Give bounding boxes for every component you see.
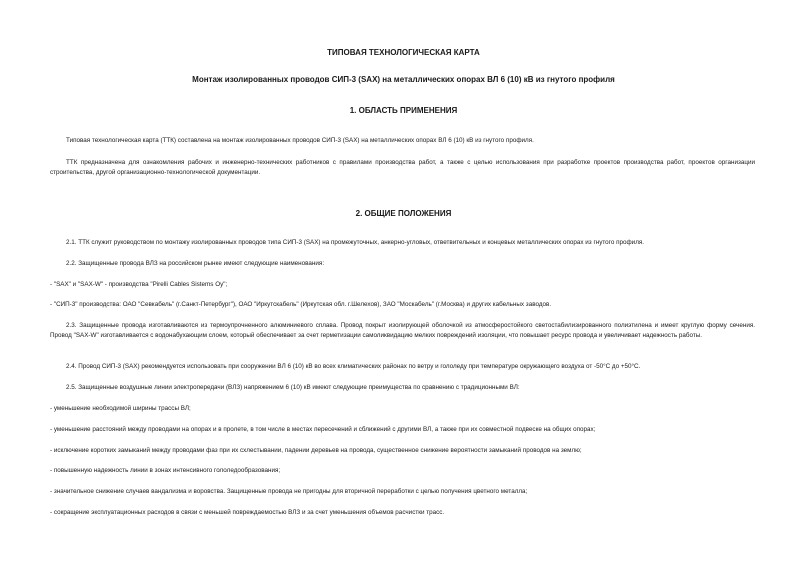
list-item: - повышенную надежность линии в зонах интенсивного гололедообразования;: [50, 467, 281, 474]
paragraph: 2.1. ТТК служит руководством по монтажу изолированных проводов типа СИП-3 (SAX) на промежуточных, анкерно-угловых, ответвительных и концевых металлических опорах из гнутого профиля.: [66, 239, 645, 246]
document-title: ТИПОВАЯ ТЕХНОЛОГИЧЕСКАЯ КАРТА: [327, 48, 480, 57]
document-subtitle: Монтаж изолированных проводов СИП-3 (SAX) на металлических опорах ВЛ 6 (10) кВ из гнутого профиля: [192, 75, 615, 84]
paragraph: 2.5. Защищенные воздушные линии электропередачи (ВЛЗ) напряжением 6 (10) кВ имеют следующие преимущества по сравнению с традиционными ВЛ:: [66, 384, 520, 391]
list-item: - "СИП-3" производства: ОАО "Севкабель" (г.Санкт-Петербург"), ОАО "Иркутскабель" (Иркутская обл. г.Шелехов), ЗАО "Москабель" (г.Москва) и других кабельных заводов.: [50, 301, 552, 308]
list-item: - уменьшение необходимой ширины трассы ВЛ;: [50, 405, 191, 412]
list-item: - исключение коротких замыканий между проводами фаз при их схлестывании, падении деревьев на провода, существенное снижение вероятности замыканий проводов на землю;: [50, 447, 582, 454]
paragraph: Типовая технологическая карта (ТТК) составлена на монтаж изолированных проводов СИП-3 (SAX) на металлических опорах ВЛ 6 (10) кВ из гнутого профиля.: [66, 137, 534, 144]
paragraph: 2.3. Защищенные провода изготавливаются из термоупрочненного алюминиевого сплава. Провод покрыт изолирующей оболочкой из атмосферостойкого светостабилизированного полиэтилена и имеет круглую форму сечения. Провод "SAX-W" изготавливается с водонабухающим слоем, который обеспечивает за счет герметизации самоликвидацию мелких повреждений изоляции, что повышает ресурс провода и увеличивает надежность работы.: [50, 322, 755, 339]
paragraph: ТТК предназначена для ознакомления рабочих и инженерно-технических работников с правилами производства работ, а также с целью использования при разработке проектов производства работ, проектов организации строительства, другой организационно-технологической документации.: [50, 159, 755, 176]
list-item: - "SAX" и "SAX-W" - производства "Pirelli Cables Sistems Oy";: [50, 281, 228, 288]
paragraph: 2.4. Провод СИП-3 (SAX) рекомендуется использовать при сооружении ВЛ 6 (10) кВ во всех климатических районах по ветру и гололеду при температуре окружающего воздуха от -50°С до +50°С.: [66, 363, 641, 370]
list-item: - значительное снижение случаев вандализма и воровства. Защищенные провода не пригодны для вторичной переработки с целью получения цветного металла;: [50, 488, 528, 495]
list-item: - сокращение эксплуатационных расходов в связи с меньшей повреждаемостью ВЛЗ и за счет уменьшения объемов расчистки трасс.: [50, 509, 445, 516]
paragraph: 2.2. Защищенные провода ВЛЗ на российском рынке имеют следующие наименования:: [66, 260, 325, 267]
section-heading-2: 2. ОБЩИЕ ПОЛОЖЕНИЯ: [355, 209, 452, 218]
list-item: - уменьшение расстояний между проводами на опорах и в пролете, в том числе в местах пересечений и сближений с другими ВЛ, а также при их совместной подвеске на общих опорах;: [50, 426, 596, 433]
section-heading-1: 1. ОБЛАСТЬ ПРИМЕНЕНИЯ: [349, 106, 458, 115]
